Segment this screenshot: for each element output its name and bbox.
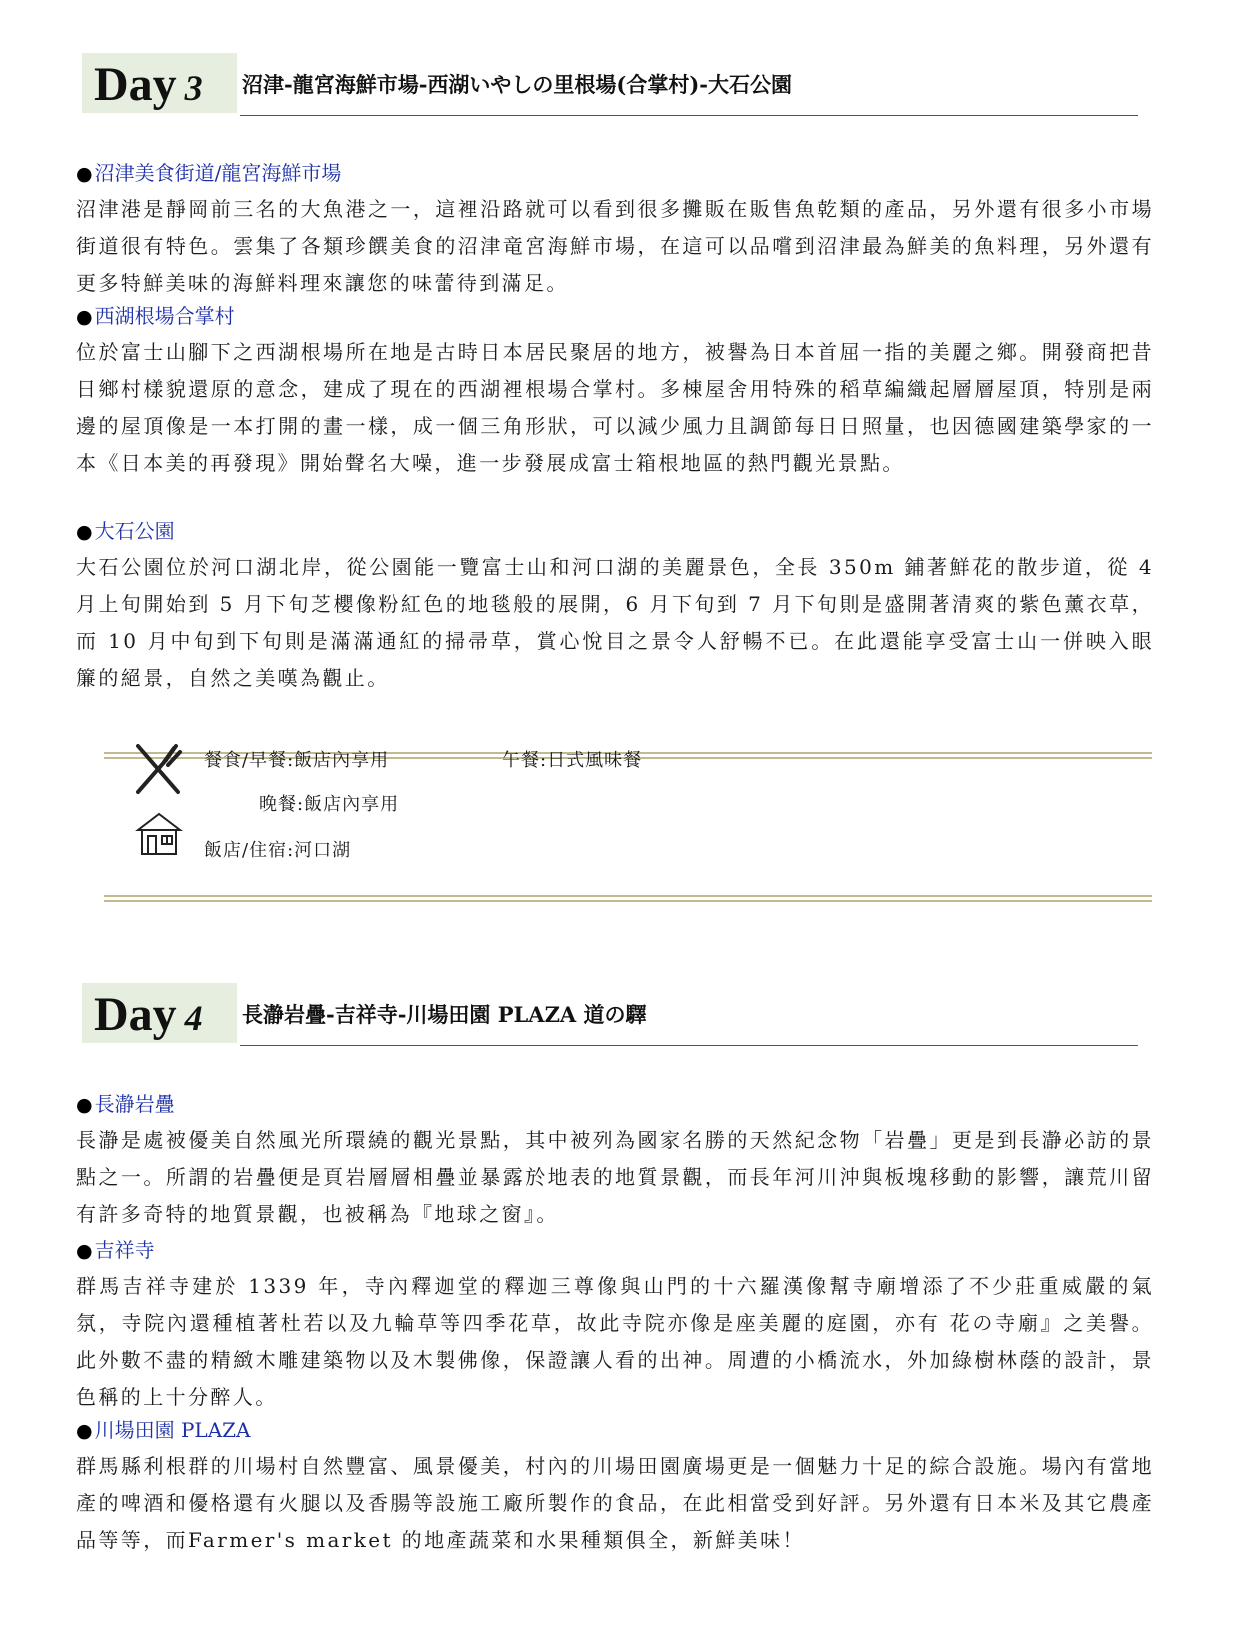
- day3-section-saiko: [76, 298, 1154, 482]
- bullet-icon: ●: [76, 1240, 93, 1262]
- section-body: 大石公園位於河口湖北岸，從公園能一覽富士山和河口湖的美麗景色，全長 350m 鋪著鮮花的散步道，從 4 月上旬開始到 5 月下旬芝櫻像粉紅色的地毯般的展開，6 月下旬到 7 月下旬則是盛開著清爽的紫色薰衣草，而 10 月中旬到下旬則是滿滿通紅的掃帚草，賞心悅目之景令人舒暢不已。在此還能享受富士山一併映入眼簾的絕景，自然之美嘆為觀止。: [76, 555, 1154, 690]
- section-title: ● 大石公園: [76, 519, 175, 543]
- day3-number: 3: [184, 68, 203, 108]
- day4-section-kawaba: [76, 1412, 1154, 1559]
- bullet-icon: ●: [76, 163, 93, 185]
- section-title: ● 西湖根場合掌村: [76, 304, 235, 328]
- lunch-text: 午餐:日式風味餐: [502, 750, 643, 771]
- day3-label: Day 3: [94, 58, 203, 111]
- day4-header-rule: [240, 1045, 1138, 1046]
- day3-header-rule: [240, 115, 1138, 116]
- section-body: 位於富士山腳下之西湖根場所在地是古時日本居民聚居的地方，被譽為日本首屈一指的美麗之鄉。開發商把昔日鄉村樣貌還原的意念，建成了現在的西湖裡根場合掌村。多棟屋舍用特殊的稻草編織起層層屋頂，特別是兩邊的屋頂像是一本打開的畫一樣，成一個三角形狀，可以減少風力且調節每日日照量，也因德國建築學家的一本《日本美的再發現》開始聲名大噪，進一步發展成富士箱根地區的熱門觀光景點。: [76, 340, 1154, 475]
- section-body: 群馬縣利根群的川場村自然豐富、風景優美，村內的川場田園廣場更是一個魅力十足的綜合設施。場內有當地產的啤酒和優格還有火腿以及香腸等設施工廠所製作的食品，在此相當受到好評。另外還有日本米及其它農產品等等，而Farmer's market 的地產蔬菜和水果種類俱全，新鮮美味！: [76, 1454, 1154, 1552]
- section-title: ● 川場田園 PLAZA: [76, 1418, 251, 1442]
- day4-section-nagatoro: [76, 1086, 1154, 1233]
- day3-header: [82, 53, 1138, 113]
- day4-badge: [82, 983, 237, 1043]
- day4-route-title: 長瀞岩疊-吉祥寺-川場田園 PLAZA 道の驛: [242, 1002, 647, 1027]
- day3-section-numazu: [76, 155, 1154, 302]
- day3-section-oishi: [76, 513, 1154, 697]
- section-body: 群馬吉祥寺建於 1339 年，寺內釋迦堂的釋迦三尊像與山門的十六羅漢像幫寺廟增添了不少莊重威嚴的氣氛，寺院內還種植著杜若以及九輪草等四季花草，故此寺院亦像是座美麗的庭園，亦有 花の寺廟』之美譽。此外數不盡的精緻木雕建築物以及木製佛像，保證讓人看的出神。周遭的小橋流水，外加綠樹林蔭的設計，景色稱的上十分醉人。: [76, 1274, 1154, 1409]
- section-title: ● 長瀞岩疊: [76, 1092, 175, 1116]
- day3-badge: [82, 53, 237, 113]
- section-title: ● 吉祥寺: [76, 1238, 155, 1262]
- dinner-text: 晚餐:飯店內享用: [259, 794, 400, 815]
- day4-number: 4: [184, 998, 203, 1038]
- hotel-text: 飯店/住宿:河口湖: [204, 840, 352, 861]
- section-body: 長瀞是處被優美自然風光所環繞的觀光景點，其中被列為國家名勝的天然紀念物「岩疊」更是到長瀞必訪的景點之一。所謂的岩疊便是頁岩層層相疊並暴露於地表的地質景觀，而長年河川沖與板塊移動的影響，讓荒川留有許多奇特的地質景觀，也被稱為『地球之窗』。: [76, 1128, 1154, 1226]
- day4-label: Day 4: [94, 988, 203, 1041]
- day3-route-title: 沼津-龍宮海鮮市場-西湖いやしの里根場(合掌村)-大石公園: [242, 72, 793, 97]
- day3-meal-hotel-box: [104, 752, 1152, 902]
- day4-section-kichijoji: [76, 1232, 1154, 1416]
- house-icon: [134, 810, 184, 856]
- meal-box-bottom-rule: [104, 895, 1152, 902]
- breakfast-text: 餐食/早餐:飯店內享用: [204, 750, 390, 771]
- bullet-icon: ●: [76, 1094, 93, 1116]
- bullet-icon: ●: [76, 1420, 93, 1442]
- day4-header: [82, 983, 1138, 1043]
- fork-knife-icon: [130, 740, 188, 798]
- section-title: ● 沼津美食街道/龍宮海鮮市場: [76, 161, 342, 185]
- bullet-icon: ●: [76, 306, 93, 328]
- bullet-icon: ●: [76, 521, 93, 543]
- section-body: 沼津港是靜岡前三名的大魚港之一，這裡沿路就可以看到很多攤販在販售魚乾類的產品，另外還有很多小市場街道很有特色。雲集了各類珍饌美食的沼津竜宮海鮮市場，在這可以品嚐到沼津最為鮮美的魚料理，另外還有更多特鮮美味的海鮮料理來讓您的味蕾待到滿足。: [76, 197, 1154, 295]
